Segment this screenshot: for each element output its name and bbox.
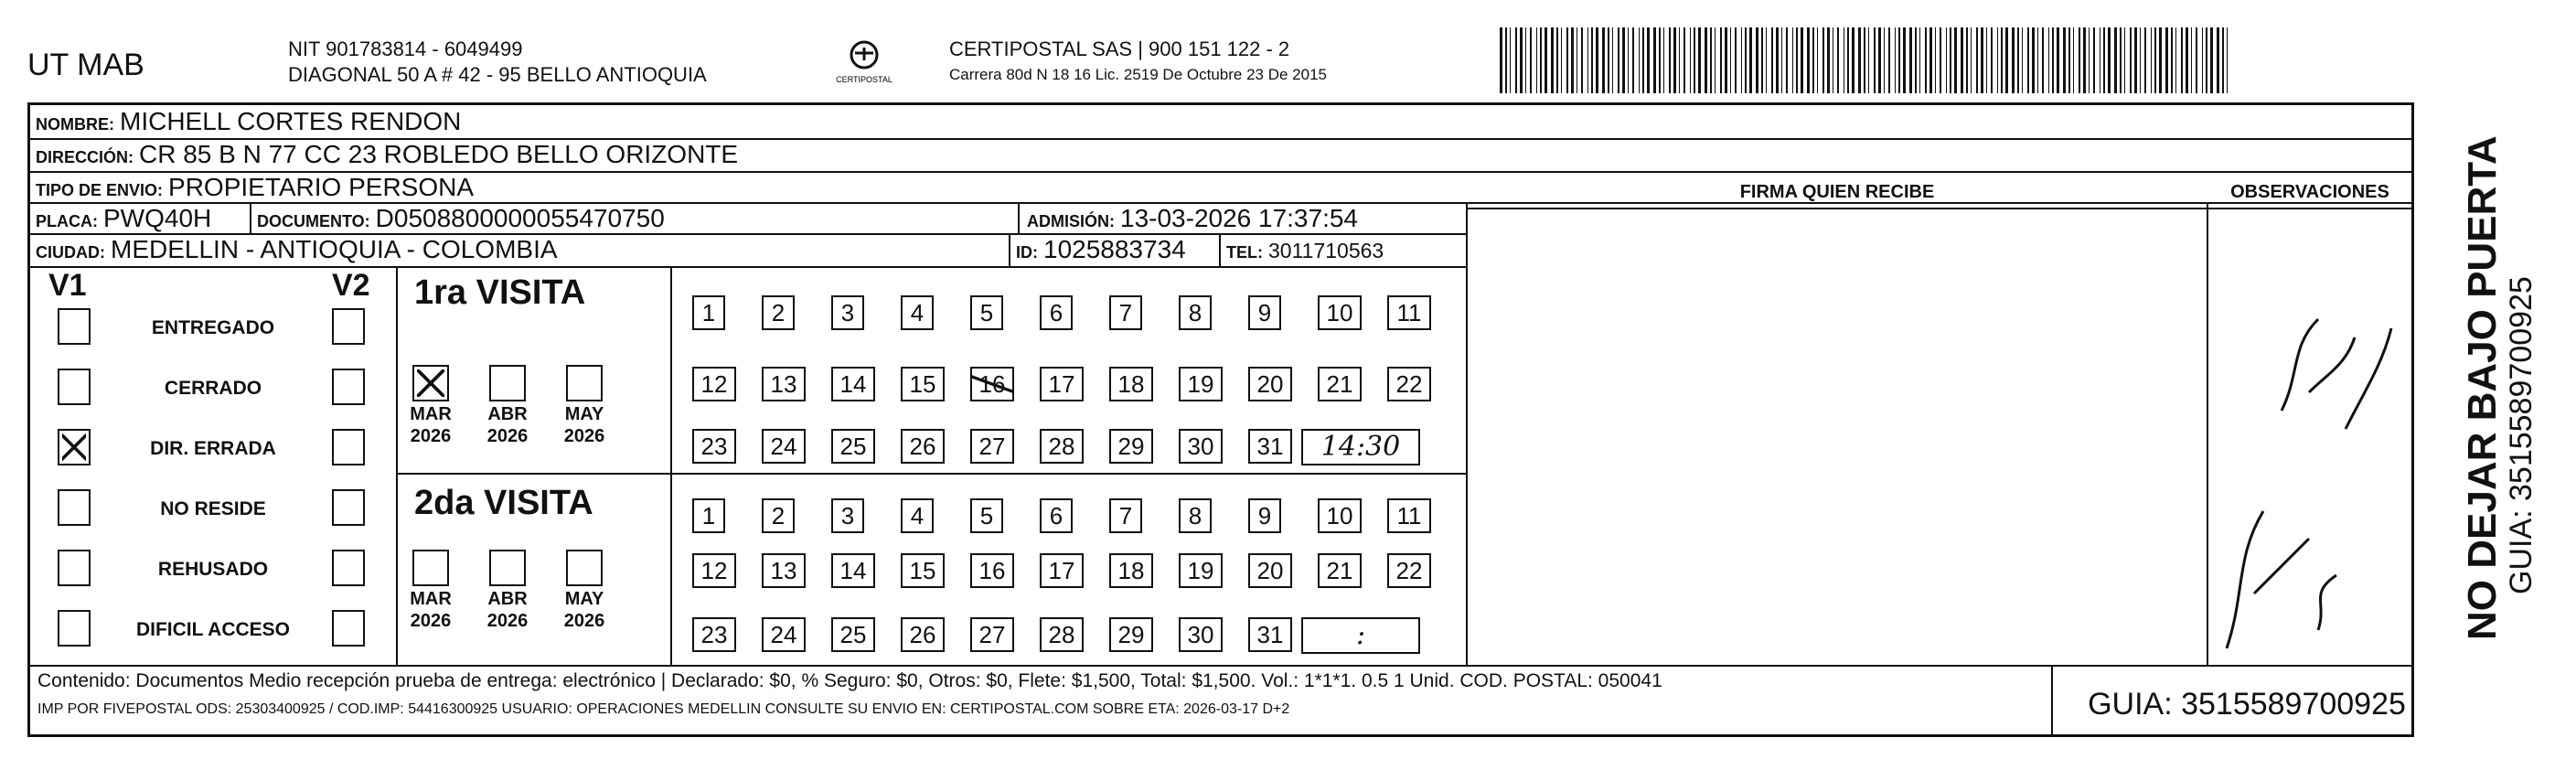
visit1-day-box[interactable]: 25: [831, 429, 875, 464]
v1-checkbox[interactable]: [58, 550, 91, 586]
visit1-day-box[interactable]: 19: [1179, 367, 1223, 401]
visit2-day-box[interactable]: 18: [1109, 553, 1153, 588]
visit1-day-box[interactable]: 2: [762, 295, 795, 330]
v2-checkbox[interactable]: [332, 308, 365, 345]
direccion-label: DIRECCIÓN:: [36, 148, 134, 166]
tipo-envio-label: TIPO DE ENVIO:: [36, 181, 164, 199]
visit1-day-box[interactable]: 24: [762, 429, 806, 464]
barcode: [1500, 27, 2231, 93]
visit2-time[interactable]: :: [1301, 617, 1420, 654]
visit2-month-checkbox[interactable]: [566, 550, 603, 586]
visit1-day-box[interactable]: 1: [692, 295, 725, 330]
month-year: 2026: [563, 426, 605, 446]
visit1-day-box[interactable]: 28: [1040, 429, 1084, 464]
visit1-month-checkbox[interactable]: [412, 365, 449, 401]
visit2-day-box[interactable]: 1: [692, 498, 725, 533]
sender-nit: NIT 901783814 - 6049499: [288, 37, 523, 60]
visit2-day-box[interactable]: 5: [970, 498, 1003, 533]
visit2-day-box[interactable]: 20: [1248, 553, 1292, 588]
status-label: DIFICIL ACCESO: [135, 619, 290, 640]
visit1-day-box[interactable]: 10: [1318, 295, 1362, 330]
firma-header: FIRMA QUIEN RECIBE: [1739, 182, 1935, 202]
visit1-day-box[interactable]: 22: [1387, 367, 1431, 401]
v2-checkbox[interactable]: [332, 429, 365, 465]
visit2-day-box[interactable]: 16: [970, 553, 1014, 588]
visit2-month-checkbox[interactable]: [489, 550, 526, 586]
visit2-day-box[interactable]: 15: [901, 553, 945, 588]
delivery-form: [27, 102, 2414, 737]
visit2-month-label: [403, 588, 458, 632]
id-value: 1025883734: [1043, 235, 1186, 263]
signature-area[interactable]: [1468, 209, 2205, 663]
visit1-day-box[interactable]: 26: [901, 429, 945, 464]
month-name: MAR: [410, 589, 452, 609]
visit1-title: 1ra VISITA: [414, 273, 586, 312]
visit2-day-box[interactable]: 27: [970, 617, 1014, 652]
visit2-day-box[interactable]: 13: [762, 553, 806, 588]
visit1-day-box[interactable]: 17: [1040, 367, 1084, 401]
visit1-month-label: [480, 403, 535, 447]
no-dejar-warning: NO DEJAR BAJO PUERTA: [2460, 135, 2505, 640]
visit1-month-checkbox[interactable]: [489, 365, 526, 401]
v2-label: V2: [332, 268, 370, 303]
nombre-row: [36, 107, 461, 136]
sender-name: UT MAB: [27, 48, 144, 82]
footer-content: Contenido: Documentos Medio recepción prueba de entrega: electrónico | Declarado: $0, % Seguro: $0, Otros: $0, Flete: $1,500, Total: $1,500. Vol.: 1*1*1. 0.5 1 Unid. COD. POSTAL: 050041: [37, 670, 1662, 691]
status-label: CERRADO: [164, 378, 262, 399]
status-label: ENTREGADO: [151, 317, 275, 338]
month-name: MAY: [564, 589, 604, 609]
placa-row: [36, 204, 211, 233]
visit1-month-checkbox[interactable]: [566, 365, 603, 401]
admision-row: [1027, 204, 1358, 233]
visit1-day-box[interactable]: 11: [1387, 295, 1431, 330]
visit1-day-box[interactable]: 4: [901, 295, 934, 330]
visit2-day-box[interactable]: 8: [1179, 498, 1212, 533]
visit1-day-box[interactable]: 23: [692, 429, 736, 464]
carrier-info: [949, 37, 1327, 88]
logo-text: CERTIPOSTAL: [836, 75, 893, 84]
visit1-month-label: [403, 403, 458, 447]
certipostal-logo: [828, 37, 901, 91]
visit2-day-box[interactable]: 22: [1387, 553, 1431, 588]
visit2-day-box[interactable]: 17: [1040, 553, 1084, 588]
visit2-day-box[interactable]: 30: [1179, 617, 1223, 652]
visit2-month-label: [557, 588, 612, 632]
visit2-day-box[interactable]: 23: [692, 617, 736, 652]
visit2-day-box[interactable]: 6: [1040, 498, 1073, 533]
tel-row: [1226, 239, 1384, 263]
status-label: REHUSADO: [157, 559, 269, 580]
month-year: 2026: [410, 426, 452, 446]
visit2-month-checkbox[interactable]: [412, 550, 449, 586]
id-label: ID:: [1016, 243, 1038, 262]
direccion-row: [36, 140, 738, 169]
visit2-day-box[interactable]: 31: [1248, 617, 1292, 652]
ciudad-value: MEDELLIN - ANTIOQUIA - COLOMBIA: [111, 235, 558, 263]
month-name: ABR: [487, 589, 528, 609]
v1-checkbox[interactable]: [58, 369, 91, 405]
ciudad-row: [36, 235, 558, 264]
visit2-day-box[interactable]: 29: [1109, 617, 1153, 652]
visit2-day-box[interactable]: 28: [1040, 617, 1084, 652]
month-name: MAR: [410, 404, 452, 424]
visit1-day-box[interactable]: 6: [1040, 295, 1073, 330]
month-name: MAY: [564, 404, 604, 424]
status-label: NO RESIDE: [160, 498, 266, 519]
visit2-day-box[interactable]: 21: [1318, 553, 1362, 588]
visit2-day-box[interactable]: 3: [831, 498, 864, 533]
v1-checkbox[interactable]: [58, 489, 91, 526]
tipo-envio-value: PROPIETARIO PERSONA: [168, 173, 475, 201]
visit2-day-box[interactable]: 24: [762, 617, 806, 652]
placa-label: PLACA:: [36, 212, 98, 230]
documento-row: [257, 204, 665, 233]
carrier-name: CERTIPOSTAL SAS | 900 151 122 - 2: [949, 37, 1290, 60]
v2-checkbox[interactable]: [332, 610, 365, 647]
visit2-day-box[interactable]: 10: [1318, 498, 1362, 533]
nombre-value: MICHELL CORTES RENDON: [120, 107, 462, 135]
v2-checkbox[interactable]: [332, 369, 365, 405]
observaciones-header: OBSERVACIONES: [2230, 182, 2389, 202]
visit1-day-box[interactable]: 15: [901, 367, 945, 401]
month-year: 2026: [486, 611, 529, 631]
v2-checkbox[interactable]: [332, 489, 365, 526]
documento-label: DOCUMENTO:: [257, 212, 370, 230]
visit1-day-box[interactable]: 30: [1179, 429, 1223, 464]
observations-area[interactable]: [2208, 209, 2411, 663]
carrier-address: Carrera 80d N 18 16 Lic. 2519 De Octubre 23 De 2015: [949, 66, 1327, 83]
footer-guia: GUIA: 3515589700925: [2088, 687, 2406, 722]
visit1-day-box[interactable]: 14: [831, 367, 875, 401]
visit2-day-box[interactable]: 12: [692, 553, 736, 588]
admision-label: ADMISIÓN:: [1027, 212, 1115, 230]
month-year: 2026: [410, 611, 452, 631]
visit2-day-box[interactable]: 25: [831, 617, 875, 652]
v2-checkbox[interactable]: [332, 550, 365, 586]
nombre-label: NOMBRE:: [36, 115, 114, 134]
visit1-day-box[interactable]: 8: [1179, 295, 1212, 330]
visit1-day-box[interactable]: 20: [1248, 367, 1292, 401]
visit2-day-box[interactable]: 11: [1387, 498, 1431, 533]
visit1-day-box[interactable]: 9: [1248, 295, 1281, 330]
visit1-day-box[interactable]: 29: [1109, 429, 1153, 464]
status-label: DIR. ERRADA: [150, 438, 276, 459]
visit2-day-box[interactable]: 2: [762, 498, 795, 533]
ciudad-label: CIUDAD:: [36, 243, 105, 262]
visit1-day-box[interactable]: 13: [762, 367, 806, 401]
visit2-title: 2da VISITA: [414, 484, 593, 522]
placa-value: PWQ40H: [103, 204, 212, 232]
visit2-day-box[interactable]: 26: [901, 617, 945, 652]
v1-checkbox[interactable]: [58, 308, 91, 345]
visit1-day-box[interactable]: 3: [831, 295, 864, 330]
footer-imp: IMP POR FIVEPOSTAL ODS: 25303400925 / COD.IMP: 54416300925 USUARIO: OPERACIONES MEDELLIN CONSULTE SU ENVIO EN: CERTIPOSTAL.COM SOBRE ETA: 2026-03-17 D+2: [37, 701, 1290, 717]
visit2-day-box[interactable]: 7: [1109, 498, 1142, 533]
visit2-day-box[interactable]: 9: [1248, 498, 1281, 533]
tel-value: 3011710563: [1268, 239, 1384, 262]
v1-label: V1: [48, 268, 87, 303]
visit1-day-box[interactable]: 31: [1248, 429, 1292, 464]
month-year: 2026: [563, 611, 605, 631]
tipo-envio-row: [36, 173, 474, 202]
sender-info: [288, 37, 707, 88]
side-guia: GUIA: 3515589700925: [2504, 276, 2539, 594]
admision-value: 13-03-2026 17:37:54: [1120, 204, 1358, 232]
visit2-day-box[interactable]: 19: [1179, 553, 1223, 588]
visit1-day-box[interactable]: 21: [1318, 367, 1362, 401]
tel-label: TEL:: [1226, 243, 1263, 262]
v1-checkbox[interactable]: [58, 429, 91, 465]
id-row: [1016, 235, 1186, 264]
direccion-value: CR 85 B N 77 CC 23 ROBLEDO BELLO ORIZONTE: [139, 140, 739, 168]
visit2-month-label: [480, 588, 535, 632]
month-year: 2026: [486, 426, 529, 446]
sender-address: DIAGONAL 50 A # 42 - 95 BELLO ANTIOQUIA: [288, 63, 707, 86]
visit1-day-box[interactable]: 16: [970, 367, 1014, 401]
visit1-day-box[interactable]: 5: [970, 295, 1003, 330]
visit1-day-box[interactable]: 12: [692, 367, 736, 401]
handwritten-notes: [2208, 209, 2411, 663]
documento-value: D0508800000055470750: [375, 204, 665, 232]
month-name: ABR: [487, 404, 528, 424]
visit1-month-label: [557, 403, 612, 447]
visit1-day-box[interactable]: 18: [1109, 367, 1153, 401]
visit2-day-box[interactable]: 4: [901, 498, 934, 533]
v1-checkbox[interactable]: [58, 610, 91, 647]
visit1-time[interactable]: 14:30: [1301, 429, 1420, 465]
visit1-day-box[interactable]: 7: [1109, 295, 1142, 330]
visit1-day-box[interactable]: 27: [970, 429, 1014, 464]
visit2-day-box[interactable]: 14: [831, 553, 875, 588]
